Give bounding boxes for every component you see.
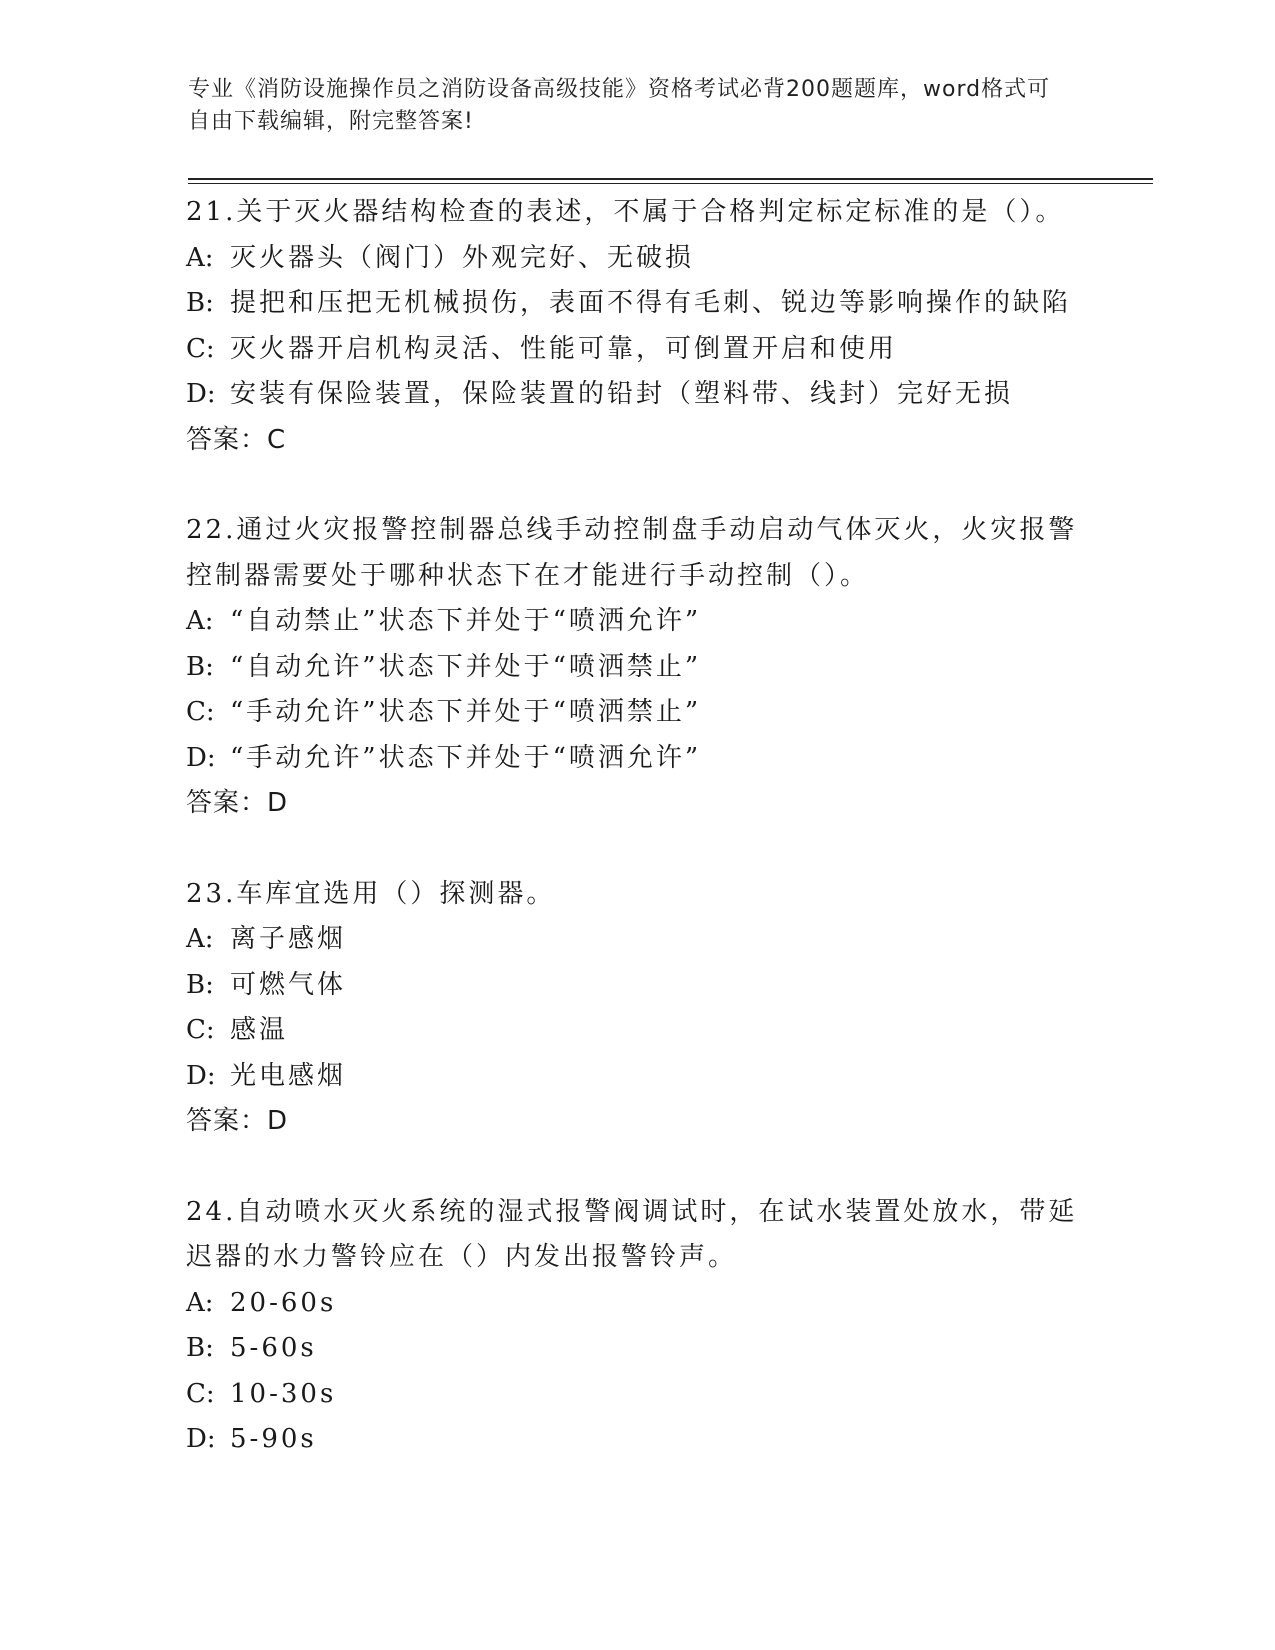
option-text: “手动允许”状态下并处于“喷洒禁止” xyxy=(230,697,702,727)
option-b xyxy=(186,645,1086,691)
answer-line: 答案：D xyxy=(186,1106,289,1136)
option-letter: D: xyxy=(186,742,216,773)
option-text: 5-90s xyxy=(230,1424,317,1454)
option-text: “手动允许”状态下并处于“喷洒允许” xyxy=(230,742,702,773)
question-stem: 21.关于灭火器结构检查的表述，不属于合格判定标定标准的是（）。 xyxy=(186,197,1065,227)
question-stem: 24.自动喷水灭火系统的湿式报警阀调试时，在试水装置处放水，带延迟器的水力警铃应在（）内发出报警铃声。 xyxy=(186,1196,1078,1272)
header-divider-thick xyxy=(188,178,1153,180)
header-divider-thin xyxy=(188,183,1153,184)
option-d xyxy=(186,736,1086,782)
option-a xyxy=(186,1281,1086,1327)
option-letter: A: xyxy=(186,924,214,954)
option-letter: B: xyxy=(186,1333,214,1363)
question-24 xyxy=(186,1190,1086,1463)
option-c xyxy=(186,690,1086,736)
option-text: “自动禁止”状态下并处于“喷洒允许” xyxy=(230,606,702,636)
option-b xyxy=(186,963,1086,1009)
answer-line: 答案：C xyxy=(186,424,287,455)
option-letter: A: xyxy=(186,242,214,273)
option-text: 10-30s xyxy=(230,1378,337,1409)
option-d xyxy=(186,1054,1086,1100)
option-d xyxy=(186,372,1086,418)
option-letter: A: xyxy=(186,1287,214,1318)
option-text: 可燃气体 xyxy=(230,969,347,1000)
question-list xyxy=(186,190,1086,1463)
option-text: 5-60s xyxy=(230,1333,317,1363)
question-23 xyxy=(186,872,1086,1145)
document-header: 专业《消防设施操作员之消防设备高级技能》资格考试必背200题题库，word格式可自由下载编辑，附完整答案! xyxy=(188,77,1051,134)
option-a xyxy=(186,599,1086,645)
option-text: 离子感烟 xyxy=(230,924,347,954)
option-text: 感温 xyxy=(230,1015,289,1045)
option-c xyxy=(186,1008,1086,1054)
option-letter: C: xyxy=(186,333,215,364)
option-letter: D: xyxy=(186,379,216,409)
option-text: “自动允许”状态下并处于“喷洒禁止” xyxy=(230,651,702,682)
question-stem: 23.车库宜选用（）探测器。 xyxy=(186,878,556,909)
option-c xyxy=(186,327,1086,373)
question-22 xyxy=(186,508,1086,827)
option-letter: C: xyxy=(186,1015,215,1045)
option-b xyxy=(186,281,1086,327)
option-letter: B: xyxy=(186,288,214,318)
option-letter: C: xyxy=(186,697,215,727)
option-letter: D: xyxy=(186,1424,216,1454)
option-b xyxy=(186,1326,1086,1372)
option-letter: A: xyxy=(186,606,214,636)
option-text: 光电感烟 xyxy=(230,1060,347,1091)
option-c xyxy=(186,1372,1086,1418)
option-letter: C: xyxy=(186,1378,215,1409)
option-text: 安装有保险装置，保险装置的铅封（塑料带、线封）完好无损 xyxy=(230,379,1014,409)
option-text: 20-60s xyxy=(230,1287,337,1318)
question-21 xyxy=(186,190,1086,463)
option-letter: D: xyxy=(186,1060,216,1091)
question-stem: 22.通过火灾报警控制器总线手动控制盘手动启动气体灭火，火灾报警控制器需要处于哪种状态下在才能进行手动控制（）。 xyxy=(186,515,1078,591)
option-letter: B: xyxy=(186,651,214,682)
option-text: 灭火器头（阀门）外观完好、无破损 xyxy=(230,242,695,273)
option-letter: B: xyxy=(186,969,214,1000)
option-text: 提把和压把无机械损伤，表面不得有毛刺、锐边等影响操作的缺陷 xyxy=(230,288,1072,318)
option-a xyxy=(186,236,1086,282)
option-a xyxy=(186,917,1086,963)
answer-line: 答案：D xyxy=(186,788,289,818)
option-text: 灭火器开启机构灵活、性能可靠，可倒置开启和使用 xyxy=(230,333,898,364)
option-d xyxy=(186,1417,1086,1463)
